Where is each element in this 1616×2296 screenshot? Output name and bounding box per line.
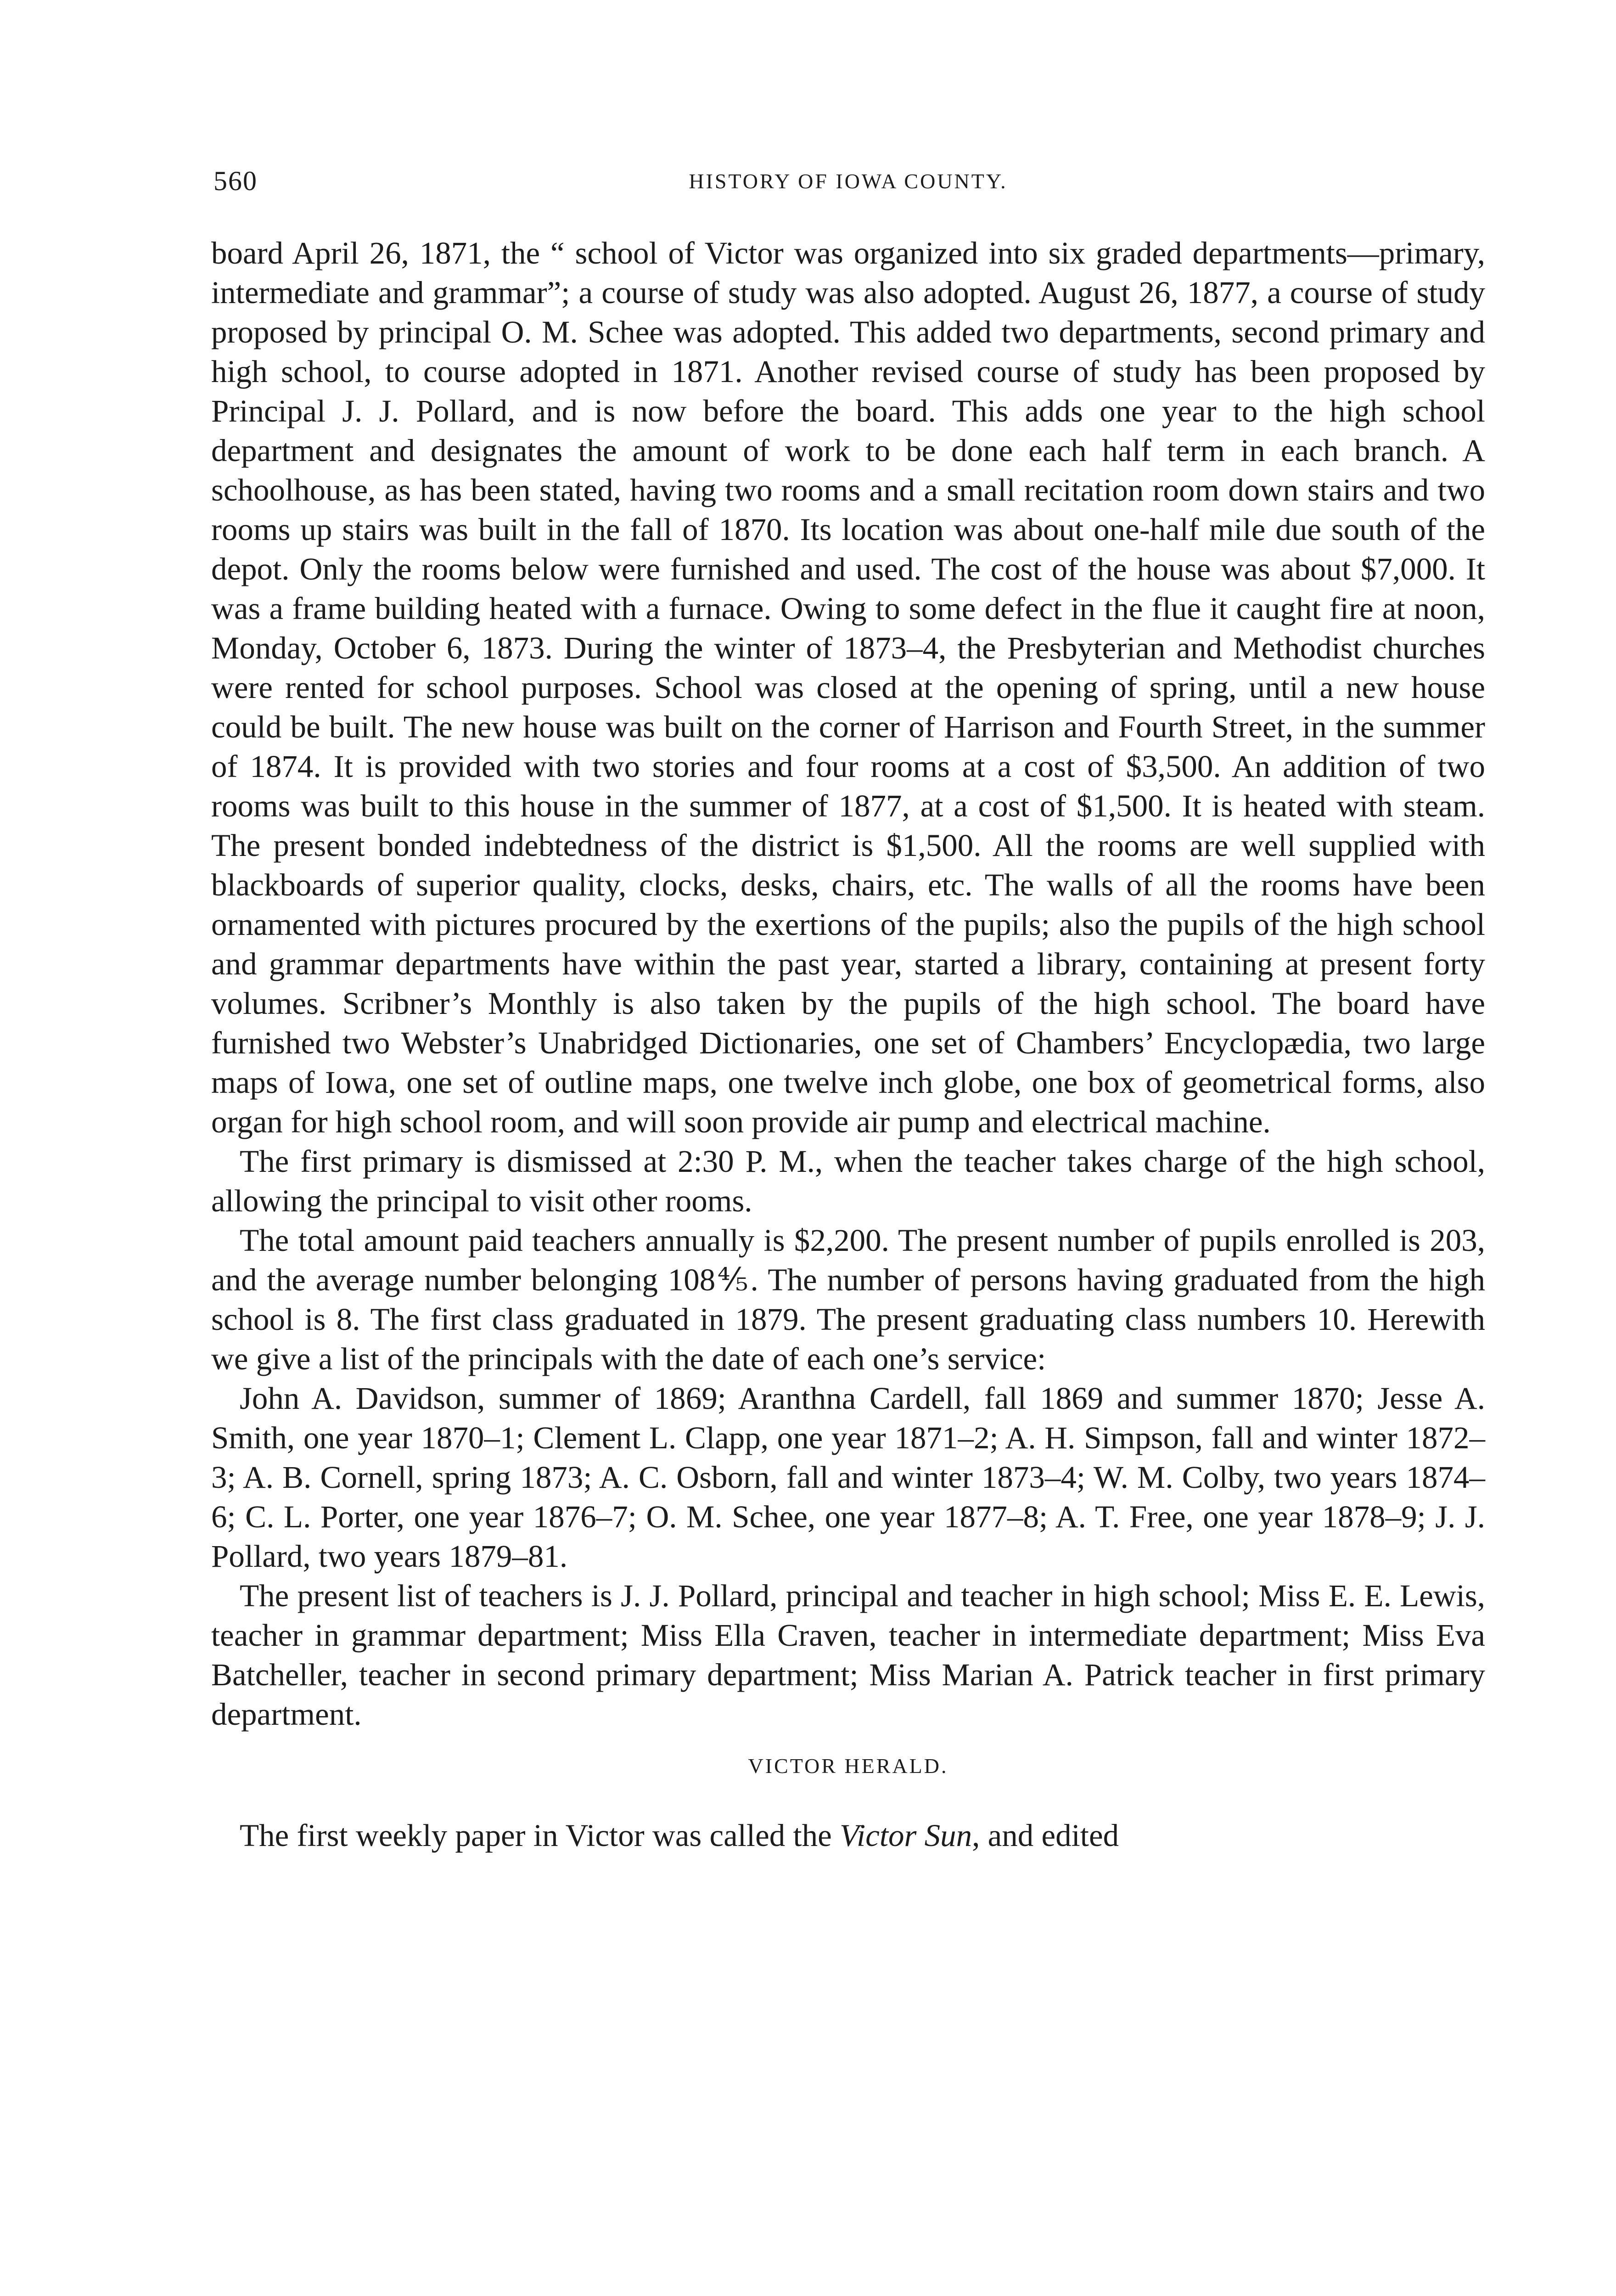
body-text — [211, 233, 1485, 1855]
herald-text-after: , and edited — [972, 1818, 1119, 1853]
paragraph-principals-list: John A. Davidson, summer of 1869; Aranthna Cardell, fall 1869 and summer 1870; Jesse A. Smith, one year 1870–1; Clement L. Clapp, one year 1871–2; A. H. Simpson, fall and winter 1872–3; A. B. Cornell, spring 1873; A. C. Osborn, fall and winter 1873–4; W. M. Colby, two years 1874–6; C. L. Porter, one year 1876–7; O. M. Schee, one year 1877–8; A. T. Free, one year 1878–9; J. J. Pollard, two years 1879–81. — [211, 1381, 1485, 1574]
paragraph-school-history: board April 26, 1871, the “ school of Victor was organized into six graded departments—primary, intermediate and grammar”; a course of study was also adopted. August 26, 1877, a course of study proposed by principal O. M. Schee was adopted. This added two departments, second primary and high school, to course adopted in 1871. Another revised course of study has been proposed by Principal J. J. Pollard, and is now before the board. This adds one year to the high school department and designates the amount of work to be done each half term in each branch. A schoolhouse, as has been stated, having two rooms and a small recitation room down stairs and two rooms up stairs was built in the fall of 1870. Its location was about one-half mile due south of the depot. Only the rooms below were furnished and used. The cost of the house was about $7,000. It was a frame building heated with a furnace. Owing to some defect in the flue it caught fire at noon, Monday, October 6, 1873. During the winter of 1873–4, the Presbyterian and Methodist churches were rented for school purposes. School was closed at the opening of spring, until a new house could be built. The new house was built on the corner of Harrison and Fourth Street, in the summer of 1874. It is provided with two stories and four rooms at a cost of $3,500. An addition of two rooms was built to this house in the summer of 1877, at a cost of $1,500. It is heated with steam. The present bonded indebtedness of the district is $1,500. All the rooms are well supplied with blackboards of superior quality, clocks, desks, chairs, etc. The walls of all the rooms have been ornamented with pictures procured by the exertions of the pupils; also the pupils of the high school and grammar departments have within the past year, started a library, containing at present forty volumes. Scribner’s Monthly is also taken by the pupils of the high school. The board have furnished two Webster’s Unabridged Dictionaries, one set of Chambers’ Encyclopædia, two large maps of Iowa, one set of outline maps, one twelve inch globe, one box of geometrical forms, also organ for high school room, and will soon provide air pump and electrical machine. — [211, 236, 1485, 1139]
paragraph-dismissal: The first primary is dismissed at 2:30 P. M., when the teacher takes charge of the high school, allowing the principal to visit other rooms. — [211, 1144, 1485, 1218]
newspaper-title: Victor Sun — [840, 1818, 972, 1853]
paragraph-present-teachers: The present list of teachers is J. J. Pollard, principal and teacher in high school; Miss E. E. Lewis, teacher in grammar department; Miss Ella Craven, teacher in intermediate department; Miss Eva Batcheller, teacher in second primary department; Miss Marian A. Patrick teacher in first primary department. — [211, 1578, 1485, 1732]
paragraph-victor-herald — [211, 1816, 1485, 1855]
running-head — [213, 165, 1483, 197]
herald-text-before: The first weekly paper in Victor was called the — [240, 1818, 840, 1853]
section-heading: VICTOR HERALD. — [748, 1754, 948, 1778]
page-number: 560 — [213, 166, 258, 196]
running-title: HISTORY OF IOWA COUNTY. — [689, 169, 1008, 193]
paragraph-enrollment: The total amount paid teachers annually is $2,200. The present number of pupils enrolled is 203, and the average number belonging 108⅘. The number of persons having graduated from the high school is 8. The first class graduated in 1879. The present graduating class numbers 10. Herewith we give a list of the principals with the date of each one’s service: — [211, 1223, 1485, 1376]
